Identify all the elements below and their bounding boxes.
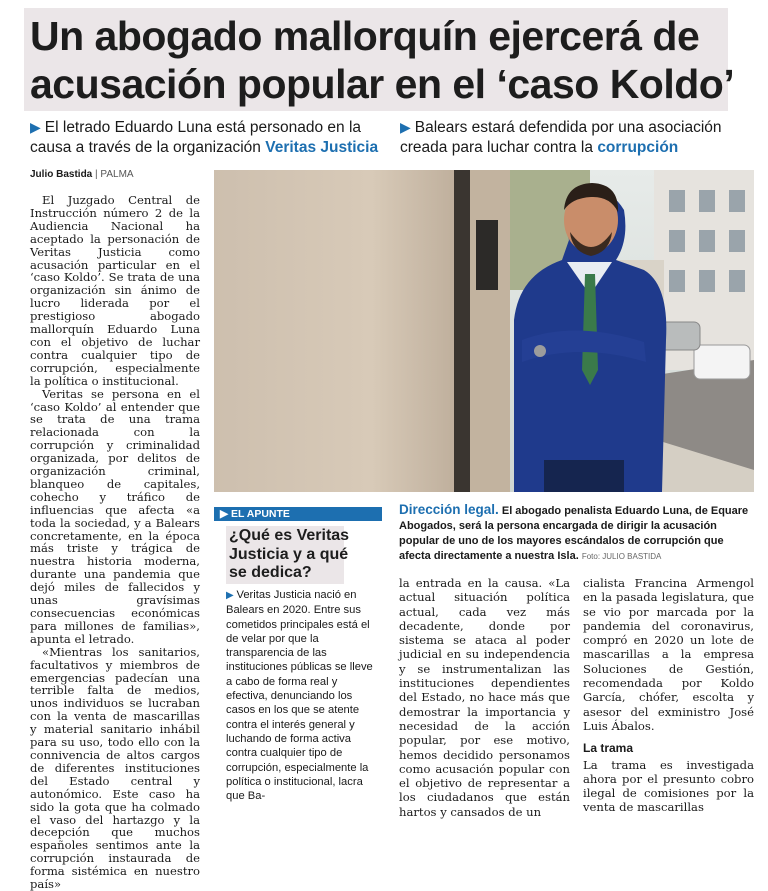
headline: Un abogado mallorquín ejercerá de acusación popular en el ‘caso Koldo’ [30,13,735,107]
paragraph: El Juzgado Central de Instrucción número 2 de la Audiencia Nacional ha aceptado la personación de Veritas Justicia como acusación particular en el ‘caso Koldo’. Se trata de una organización sin ánimo de lucro liderada por el prestigioso abogado mallorquín Eduardo Luna con el objetivo de luchar contra cualquier tipo de corrupción, especialmente la política o institucional. [30,193,200,388]
caption-lead: Dirección legal. [399,502,499,517]
subhead-2-text: Balears estará defendida por una asociación creada para luchar contra la [400,119,722,156]
byline: Julio Bastida | PALMA [30,169,134,180]
body-column-4 [583,576,754,815]
triangle-bullet-icon: ▶ [220,508,231,520]
article-photo [214,170,754,492]
subhead-1 [30,117,390,158]
caption-text: El abogado penalista Eduardo Luna, de Equare Abogados, será la persona encargada de dirigir la acusación popular de uno de los mayores escándalos de corrupción que afecta directamente a nuestra Isla. [399,505,749,562]
subhead-2 [400,117,768,158]
body-column-3 [399,576,570,819]
apunte-body: ▶ Veritas Justicia nació en Balears en 2020. Entre sus cometidos principales está el de velar por que la transparencia de las instituciones públicas se lleve a cabo de forma real y efectiva, denunciando los casos en los que se atente contra el interés general y luchando de forma activa contra cualquier tipo de corrupción, especialmente la política o institucional, lacra que Ba- [226,589,373,803]
subhead-1-text: El letrado Eduardo Luna está personado en la causa a través de la organización [30,119,362,156]
triangle-bullet-icon: ▶ [226,590,237,601]
photo-illustration [214,170,754,492]
paragraph: cialista Francina Armengol en la pasada legislatura, que se vio por marcada por la pandemia del coronavirus, compró en 2020 un lote de mascarillas a la empresa Soluciones de Gestión, recomendada por Koldo García, chófer, escolta y asesor del exministro José Luis Ábalos. [583,576,754,733]
subhead-2-highlight: corrupción [597,139,679,156]
byline-author: Julio Bastida [30,169,93,180]
body-column-1 [30,194,200,891]
photo-credit: Foto: JULIO BASTIDA [581,552,662,561]
subhead-1-highlight: Veritas Justicia [265,139,379,156]
triangle-bullet-icon: ▶ [30,119,41,135]
apunte-label: ▶ EL APUNTE [214,507,382,521]
section-heading: La trama [583,741,634,756]
triangle-bullet-icon: ▶ [400,119,411,135]
paragraph: la entrada en la causa. «La actual situación política actual, cada vez más decadente, donde por sistema se ataca al poder judicial en su independencia y se instrumentalizan las instituciones dependientes del Estado, no hace más que demostrar la importancia y necesidad de la acción popular, por ese motivo, hemos decidido personamos como acusación popular con el objetivo de representar a los ciudadanos que están hartos y cansados de un [399,576,570,819]
paragraph: «Mientras los sanitarios, facultativos y miembros de emergencias padecían una terrible falta de medios, unos individuos se lucraban con la venta de mascarillas y material sanitario inhábil para su uso, todo ello con la connivencia de altos cargos de diferentes instituciones del Estado central y autonómico. Este caso ha sido la gota que ha colmado el vaso del hartazgo y la decepción que muchos españoles sentimos ante la corrupción instaurada de forma sistémica en nuestro país» [30,644,200,891]
paragraph: Veritas se persona en el ‘caso Koldo’ al entender que se trata de una trama relacionada con la corrupción y criminalidad organizada, por delitos de organización criminal, blanqueo de capitales, cohecho y tráfico de influencias que afecta «a toda la sociedad, y a Balears concretamente, en la época más triste y trágica de nuestra historia moderna, durante una pandemia que dejó miles de fallecidos y unas gravísimas consecuencias económicas para millones de familias», apunta el letrado. [30,386,200,646]
apunte-question: ¿Qué es Veritas Justicia y a qué se dedica? [229,527,350,581]
photo-caption [399,502,754,564]
paragraph: La trama es investigada ahora por el presunto cobro ilegal de comisiones por la venta de mascarillas [583,757,754,815]
byline-place: PALMA [100,169,134,180]
